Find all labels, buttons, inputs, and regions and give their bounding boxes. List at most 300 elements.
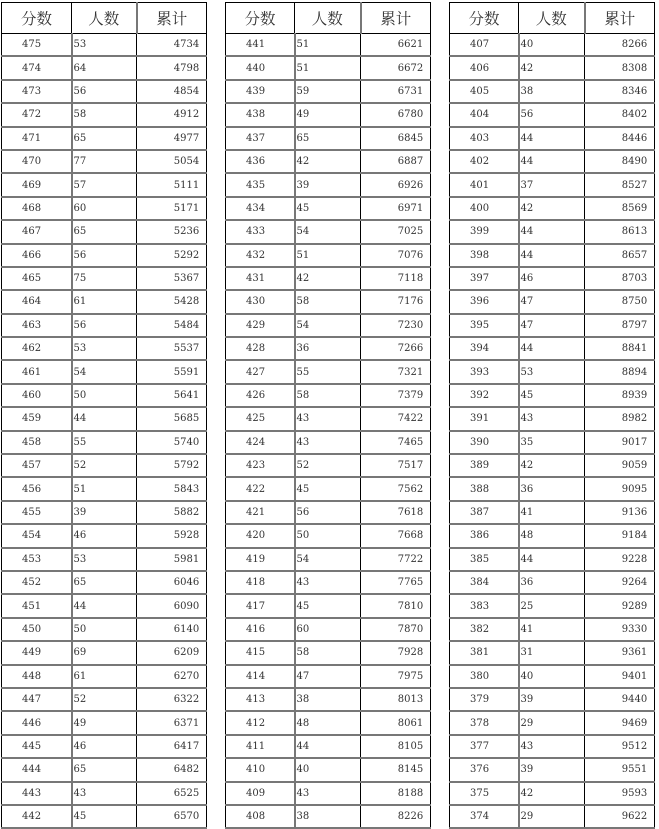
score-cell: 411 (226, 735, 295, 758)
count-cell: 65 (72, 220, 137, 243)
cumulative-cell: 8982 (585, 407, 655, 430)
header-cumulative: 累计 (361, 3, 431, 34)
table-row (226, 454, 431, 477)
table-row (450, 665, 655, 688)
cumulative-cell: 6209 (137, 641, 207, 664)
score-cell: 398 (450, 244, 519, 267)
score-cell: 406 (450, 56, 519, 79)
score-cell: 424 (226, 431, 295, 454)
score-cell: 387 (450, 501, 519, 524)
count-cell: 55 (295, 360, 361, 383)
count-cell: 44 (72, 407, 137, 430)
score-cell: 438 (226, 103, 295, 126)
count-cell: 44 (519, 244, 585, 267)
table-row (450, 711, 655, 734)
table-row (450, 220, 655, 243)
table-row (2, 56, 207, 79)
count-cell: 50 (295, 524, 361, 547)
cumulative-cell: 8013 (361, 688, 431, 711)
score-cell: 388 (450, 477, 519, 500)
score-cell: 374 (450, 805, 519, 828)
cumulative-cell: 6570 (137, 805, 207, 828)
cumulative-cell: 6525 (137, 782, 207, 805)
table-row (2, 548, 207, 571)
count-cell: 44 (295, 735, 361, 758)
count-cell: 36 (295, 337, 361, 360)
count-cell: 39 (519, 758, 585, 781)
count-cell: 46 (72, 524, 137, 547)
table-row (450, 571, 655, 594)
count-cell: 52 (72, 454, 137, 477)
score-cell: 429 (226, 314, 295, 337)
table-row (2, 594, 207, 617)
cumulative-cell: 5111 (137, 173, 207, 196)
count-cell: 46 (72, 735, 137, 758)
cumulative-cell: 7118 (361, 267, 431, 290)
cumulative-cell: 5537 (137, 337, 207, 360)
count-cell: 58 (295, 290, 361, 313)
cumulative-cell: 5484 (137, 314, 207, 337)
table-row (226, 314, 431, 337)
score-cell: 427 (226, 360, 295, 383)
count-cell: 41 (519, 501, 585, 524)
cumulative-cell: 7765 (361, 571, 431, 594)
cumulative-cell: 8188 (361, 782, 431, 805)
score-cell: 382 (450, 618, 519, 641)
table-row (226, 220, 431, 243)
score-cell: 404 (450, 103, 519, 126)
cumulative-cell: 8446 (585, 127, 655, 150)
score-cell: 400 (450, 197, 519, 220)
table-row (450, 782, 655, 805)
table-row (2, 244, 207, 267)
count-cell: 65 (295, 127, 361, 150)
count-cell: 31 (519, 641, 585, 664)
table-row (2, 197, 207, 220)
cumulative-cell: 6780 (361, 103, 431, 126)
table-row (226, 805, 431, 828)
count-cell: 42 (519, 56, 585, 79)
score-cell: 420 (226, 524, 295, 547)
score-cell: 412 (226, 711, 295, 734)
table-row (2, 337, 207, 360)
score-cell: 405 (450, 80, 519, 103)
cumulative-cell: 9440 (585, 688, 655, 711)
score-cell: 448 (2, 665, 72, 688)
cumulative-cell: 8569 (585, 197, 655, 220)
score-table-panel-3 (449, 2, 655, 829)
score-cell: 402 (450, 150, 519, 173)
score-cell: 457 (2, 454, 72, 477)
count-cell: 42 (519, 782, 585, 805)
score-cell: 442 (2, 805, 72, 828)
table-row (2, 477, 207, 500)
score-cell: 423 (226, 454, 295, 477)
cumulative-cell: 5171 (137, 197, 207, 220)
table-row (2, 220, 207, 243)
count-cell: 40 (519, 34, 585, 57)
score-cell: 386 (450, 524, 519, 547)
cumulative-cell: 5843 (137, 477, 207, 500)
cumulative-cell: 6482 (137, 758, 207, 781)
cumulative-cell: 8841 (585, 337, 655, 360)
cumulative-cell: 9264 (585, 571, 655, 594)
cumulative-cell: 8145 (361, 758, 431, 781)
score-cell: 447 (2, 688, 72, 711)
table-row (2, 431, 207, 454)
count-cell: 38 (519, 80, 585, 103)
count-cell: 37 (519, 173, 585, 196)
cumulative-cell: 7465 (361, 431, 431, 454)
cumulative-cell: 9622 (585, 805, 655, 828)
table-row (226, 501, 431, 524)
header-count: 人数 (295, 3, 361, 34)
table-row (226, 150, 431, 173)
score-cell: 410 (226, 758, 295, 781)
table-row (2, 384, 207, 407)
cumulative-cell: 8490 (585, 150, 655, 173)
cumulative-cell: 6971 (361, 197, 431, 220)
count-cell: 52 (295, 454, 361, 477)
count-cell: 47 (519, 290, 585, 313)
cumulative-cell: 4854 (137, 80, 207, 103)
count-cell: 45 (519, 384, 585, 407)
count-cell: 65 (72, 571, 137, 594)
score-cell: 430 (226, 290, 295, 313)
cumulative-cell: 5428 (137, 290, 207, 313)
score-cell: 437 (226, 127, 295, 150)
count-cell: 50 (72, 384, 137, 407)
count-cell: 51 (72, 477, 137, 500)
count-cell: 36 (519, 477, 585, 500)
table-row (2, 314, 207, 337)
cumulative-cell: 7870 (361, 618, 431, 641)
cumulative-cell: 7668 (361, 524, 431, 547)
score-cell: 376 (450, 758, 519, 781)
cumulative-cell: 5591 (137, 360, 207, 383)
cumulative-cell: 8402 (585, 103, 655, 126)
score-cell: 385 (450, 548, 519, 571)
cumulative-cell: 8266 (585, 34, 655, 57)
count-cell: 61 (72, 665, 137, 688)
cumulative-cell: 8346 (585, 80, 655, 103)
cumulative-cell: 8527 (585, 173, 655, 196)
cumulative-cell: 7422 (361, 407, 431, 430)
table-row (226, 548, 431, 571)
cumulative-cell: 5292 (137, 244, 207, 267)
score-cell: 453 (2, 548, 72, 571)
cumulative-cell: 6621 (361, 34, 431, 57)
table-row (450, 384, 655, 407)
cumulative-cell: 6371 (137, 711, 207, 734)
cumulative-cell: 7230 (361, 314, 431, 337)
table-row (226, 711, 431, 734)
count-cell: 43 (295, 571, 361, 594)
table-row (450, 618, 655, 641)
score-cell: 417 (226, 594, 295, 617)
count-cell: 51 (295, 34, 361, 57)
score-cell: 377 (450, 735, 519, 758)
table-row (450, 314, 655, 337)
cumulative-cell: 6672 (361, 56, 431, 79)
count-cell: 55 (72, 431, 137, 454)
count-cell: 29 (519, 711, 585, 734)
table-row (226, 594, 431, 617)
cumulative-cell: 5981 (137, 548, 207, 571)
count-cell: 42 (295, 150, 361, 173)
score-cell: 468 (2, 197, 72, 220)
table-row (2, 805, 207, 828)
score-cell: 470 (2, 150, 72, 173)
count-cell: 39 (295, 173, 361, 196)
table-row (450, 127, 655, 150)
table-row (226, 103, 431, 126)
count-cell: 54 (295, 548, 361, 571)
count-cell: 54 (295, 314, 361, 337)
cumulative-cell: 6140 (137, 618, 207, 641)
table-row (450, 735, 655, 758)
table-row (226, 127, 431, 150)
table-row (226, 80, 431, 103)
count-cell: 29 (519, 805, 585, 828)
score-cell: 446 (2, 711, 72, 734)
cumulative-cell: 8657 (585, 244, 655, 267)
score-cell: 440 (226, 56, 295, 79)
table-row (226, 244, 431, 267)
cumulative-cell: 5882 (137, 501, 207, 524)
count-cell: 45 (295, 197, 361, 220)
score-cell: 435 (226, 173, 295, 196)
cumulative-cell: 7379 (361, 384, 431, 407)
cumulative-cell: 8750 (585, 290, 655, 313)
cumulative-cell: 5236 (137, 220, 207, 243)
cumulative-cell: 8061 (361, 711, 431, 734)
score-cell: 389 (450, 454, 519, 477)
score-cell: 452 (2, 571, 72, 594)
cumulative-cell: 4734 (137, 34, 207, 57)
cumulative-cell: 8308 (585, 56, 655, 79)
cumulative-cell: 6322 (137, 688, 207, 711)
count-cell: 25 (519, 594, 585, 617)
count-cell: 50 (72, 618, 137, 641)
cumulative-cell: 7025 (361, 220, 431, 243)
table-row (226, 641, 431, 664)
header-score: 分数 (2, 3, 72, 34)
table-row (450, 594, 655, 617)
score-cell: 378 (450, 711, 519, 734)
table-row (450, 454, 655, 477)
table-row (2, 735, 207, 758)
count-cell: 51 (295, 244, 361, 267)
table-row (450, 150, 655, 173)
score-cell: 463 (2, 314, 72, 337)
cumulative-cell: 6046 (137, 571, 207, 594)
count-cell: 47 (519, 314, 585, 337)
score-cell: 443 (2, 782, 72, 805)
count-cell: 54 (72, 360, 137, 383)
score-cell: 416 (226, 618, 295, 641)
cumulative-cell: 9289 (585, 594, 655, 617)
count-cell: 77 (72, 150, 137, 173)
count-cell: 56 (295, 501, 361, 524)
count-cell: 57 (72, 173, 137, 196)
cumulative-cell: 7810 (361, 594, 431, 617)
count-cell: 46 (519, 267, 585, 290)
table-row (450, 407, 655, 430)
count-cell: 48 (519, 524, 585, 547)
table-row (226, 267, 431, 290)
cumulative-cell: 7076 (361, 244, 431, 267)
score-cell: 460 (2, 384, 72, 407)
cumulative-cell: 6845 (361, 127, 431, 150)
score-cell: 379 (450, 688, 519, 711)
table-row (450, 267, 655, 290)
score-cell: 474 (2, 56, 72, 79)
cumulative-cell: 7517 (361, 454, 431, 477)
cumulative-cell: 7562 (361, 477, 431, 500)
count-cell: 59 (295, 80, 361, 103)
score-cell: 392 (450, 384, 519, 407)
score-cell: 414 (226, 665, 295, 688)
cumulative-cell: 8703 (585, 267, 655, 290)
cumulative-cell: 9136 (585, 501, 655, 524)
count-cell: 65 (72, 127, 137, 150)
score-cell: 381 (450, 641, 519, 664)
count-cell: 51 (295, 56, 361, 79)
score-cell: 408 (226, 805, 295, 828)
count-cell: 61 (72, 290, 137, 313)
table-row (2, 782, 207, 805)
table-row (226, 758, 431, 781)
score-cell: 384 (450, 571, 519, 594)
score-cell: 407 (450, 34, 519, 57)
count-cell: 45 (72, 805, 137, 828)
table-row (226, 618, 431, 641)
count-cell: 58 (72, 103, 137, 126)
score-cell: 434 (226, 197, 295, 220)
table-row (2, 34, 207, 57)
table-row (2, 688, 207, 711)
table-row (450, 173, 655, 196)
score-cell: 421 (226, 501, 295, 524)
header-score: 分数 (226, 3, 295, 34)
table-row (2, 267, 207, 290)
count-cell: 42 (519, 454, 585, 477)
score-cell: 375 (450, 782, 519, 805)
count-cell: 56 (72, 80, 137, 103)
score-cell: 390 (450, 431, 519, 454)
cumulative-cell: 6417 (137, 735, 207, 758)
score-cell: 395 (450, 314, 519, 337)
score-cell: 464 (2, 290, 72, 313)
count-cell: 44 (519, 337, 585, 360)
cumulative-cell: 7618 (361, 501, 431, 524)
count-cell: 39 (72, 501, 137, 524)
score-cell: 450 (2, 618, 72, 641)
cumulative-cell: 7975 (361, 665, 431, 688)
table-row (226, 477, 431, 500)
score-cell: 393 (450, 360, 519, 383)
count-cell: 38 (295, 805, 361, 828)
score-cell: 444 (2, 758, 72, 781)
table-row (226, 431, 431, 454)
cumulative-cell: 9593 (585, 782, 655, 805)
score-cell: 418 (226, 571, 295, 594)
score-cell: 472 (2, 103, 72, 126)
score-cell: 428 (226, 337, 295, 360)
count-cell: 43 (519, 407, 585, 430)
count-cell: 64 (72, 56, 137, 79)
table-row (450, 548, 655, 571)
header-count: 人数 (72, 3, 137, 34)
table-row (226, 290, 431, 313)
score-cell: 458 (2, 431, 72, 454)
table-row (2, 150, 207, 173)
cumulative-cell: 9330 (585, 618, 655, 641)
cumulative-cell: 5367 (137, 267, 207, 290)
header-cumulative: 累计 (585, 3, 655, 34)
table-row (2, 618, 207, 641)
table-row (450, 34, 655, 57)
score-cell: 383 (450, 594, 519, 617)
count-cell: 49 (72, 711, 137, 734)
cumulative-cell: 4912 (137, 103, 207, 126)
cumulative-cell: 8105 (361, 735, 431, 758)
score-cell: 454 (2, 524, 72, 547)
score-cell: 419 (226, 548, 295, 571)
cumulative-cell: 9551 (585, 758, 655, 781)
table-row (226, 56, 431, 79)
cumulative-cell: 7176 (361, 290, 431, 313)
cumulative-cell: 8613 (585, 220, 655, 243)
table-row (226, 337, 431, 360)
count-cell: 40 (519, 665, 585, 688)
count-cell: 45 (295, 477, 361, 500)
cumulative-cell: 7266 (361, 337, 431, 360)
score-cell: 413 (226, 688, 295, 711)
table-row (450, 103, 655, 126)
header-row (226, 3, 431, 34)
table-row (226, 665, 431, 688)
table-row (2, 127, 207, 150)
score-cell: 399 (450, 220, 519, 243)
score-cell: 475 (2, 34, 72, 57)
table-row (226, 384, 431, 407)
cumulative-cell: 5685 (137, 407, 207, 430)
table-row (450, 197, 655, 220)
count-cell: 42 (295, 267, 361, 290)
count-cell: 60 (295, 618, 361, 641)
table-row (450, 477, 655, 500)
table-row (2, 454, 207, 477)
table-row (226, 407, 431, 430)
score-cell: 426 (226, 384, 295, 407)
table-row (450, 290, 655, 313)
header-row (2, 3, 207, 34)
score-cell: 380 (450, 665, 519, 688)
table-row (2, 290, 207, 313)
score-cell: 397 (450, 267, 519, 290)
count-cell: 44 (519, 127, 585, 150)
table-row (450, 524, 655, 547)
count-cell: 75 (72, 267, 137, 290)
cumulative-cell: 8797 (585, 314, 655, 337)
score-cell: 396 (450, 290, 519, 313)
count-cell: 44 (519, 548, 585, 571)
count-cell: 38 (295, 688, 361, 711)
cumulative-cell: 5928 (137, 524, 207, 547)
count-cell: 53 (72, 548, 137, 571)
